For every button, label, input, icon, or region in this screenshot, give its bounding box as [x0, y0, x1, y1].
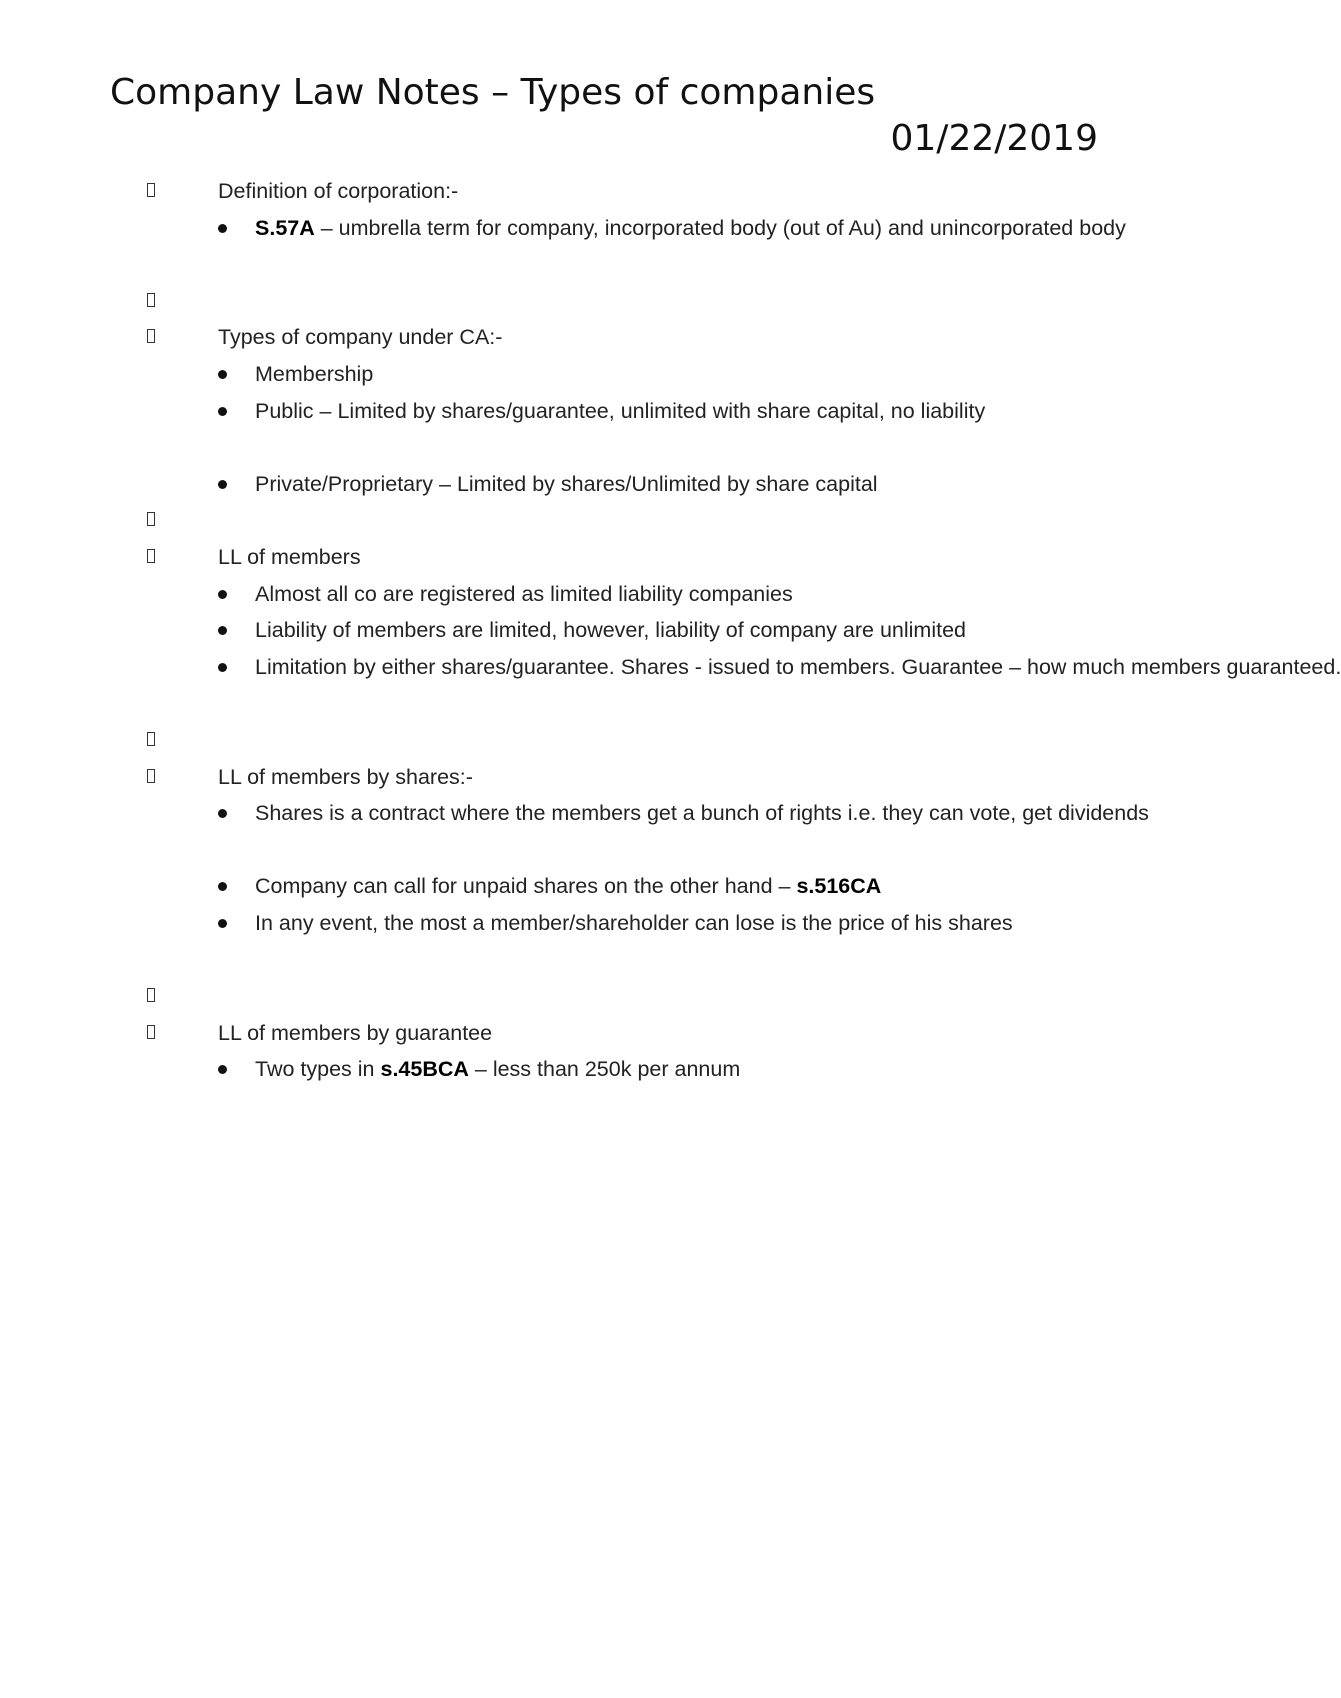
- list-item: [0, 612, 1200, 649]
- section-heading-row: [0, 1015, 1200, 1052]
- list-item: [0, 649, 1341, 722]
- statute-reference: s.516CA: [796, 874, 882, 899]
- missing-glyph-box-icon: [147, 329, 155, 343]
- bullet-text: Liability of members are limited, however, liability of company are unlimited: [255, 618, 967, 643]
- bullet-text: Shares is a contract where the members get a bunch of rights i.e. they can vote, get dividends: [255, 801, 1149, 826]
- blank-row: [0, 722, 1200, 759]
- bullet-dot-icon: [218, 626, 227, 635]
- list-item: [0, 356, 1200, 393]
- bullet-text: Two types in s.45BCA – less than 250k per annum: [255, 1057, 741, 1082]
- bullet-text: S.57A – umbrella term for company, incorporated body (out of Au) and unincorporated body: [255, 215, 1126, 240]
- bullet-text: Company can call for unpaid shares on the other hand – s.516CA: [255, 874, 882, 899]
- blank-row: [0, 502, 1200, 539]
- missing-glyph-box-icon: [147, 549, 155, 563]
- bullet-dot-icon: [218, 224, 227, 233]
- section-heading: LL of members: [218, 544, 361, 569]
- list-item: [0, 905, 1200, 978]
- missing-glyph-box-icon: [147, 512, 155, 526]
- bullet-dot-icon: [218, 809, 227, 818]
- blank-row: [0, 283, 1200, 320]
- list-item: [0, 868, 1200, 905]
- bullet-dot-icon: [218, 370, 227, 379]
- bullet-dot-icon: [218, 1065, 227, 1074]
- missing-glyph-box-icon: [147, 732, 155, 746]
- list-item: [0, 466, 1200, 503]
- section-heading: Definition of corporation:-: [218, 179, 459, 203]
- bullet-text: Private/Proprietary – Limited by shares/Unlimited by share capital: [255, 471, 878, 496]
- bullet-dot-icon: [218, 407, 227, 416]
- notes-list: [0, 173, 1341, 1088]
- bullet-dot-icon: [218, 882, 227, 891]
- section-heading: LL of members by shares:-: [218, 764, 473, 789]
- list-item: [0, 795, 1200, 868]
- page-title: Company Law Notes – Types of companies: [110, 72, 876, 113]
- statute-reference: s.45BCA: [380, 1057, 469, 1082]
- missing-glyph-box-icon: [147, 769, 155, 783]
- note-date: 01/22/2019: [890, 118, 1098, 159]
- bullet-dot-icon: [218, 480, 227, 489]
- bullet-dot-icon: [218, 919, 227, 928]
- bullet-text: Limitation by either shares/guarantee. Shares - issued to members. Guarantee – how much members guaranteed.: [255, 654, 1341, 679]
- section-heading-row: [0, 759, 1200, 796]
- missing-glyph-box-icon: [147, 988, 155, 1002]
- list-item: [0, 1051, 1200, 1088]
- list-item: [0, 576, 1200, 613]
- section-heading-row: [0, 539, 1200, 576]
- bullet-text: In any event, the most a member/shareholder can lose is the price of his shares: [255, 910, 1013, 935]
- section-heading: LL of members by guarantee: [218, 1020, 493, 1045]
- section-heading: Types of company under CA:-: [218, 325, 503, 350]
- bullet-text: Public – Limited by shares/guarantee, unlimited with share capital, no liability: [255, 398, 986, 423]
- bullet-text: Almost all co are registered as limited liability companies: [255, 581, 793, 606]
- section-heading-row: [0, 173, 1200, 210]
- missing-glyph-box-icon: [147, 293, 155, 307]
- bullet-dot-icon: [218, 590, 227, 599]
- list-item: [0, 393, 1200, 466]
- missing-glyph-box-icon: [147, 183, 155, 197]
- blank-row: [0, 978, 1200, 1015]
- bullet-text: Membership: [255, 361, 374, 386]
- missing-glyph-box-icon: [147, 1025, 155, 1039]
- list-item: [0, 210, 1200, 283]
- section-heading-row: [0, 319, 1200, 356]
- bullet-dot-icon: [218, 663, 227, 672]
- statute-reference: S.57A: [255, 215, 315, 240]
